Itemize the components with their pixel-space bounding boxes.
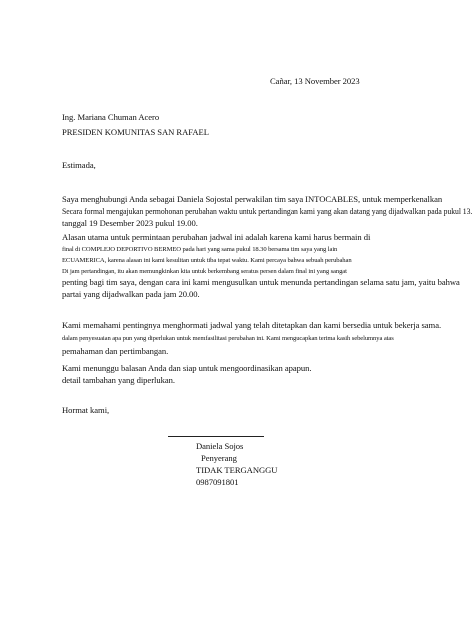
signature-line (168, 436, 264, 437)
paragraph-line: partai yang dijadwalkan pada jam 20.00. (62, 289, 200, 299)
paragraph-line: tanggal 19 Desember 2023 pukul 19.00. (62, 218, 198, 228)
closing: Hormat kami, (62, 405, 110, 415)
signature-role: Penyerang (201, 453, 237, 463)
paragraph-line: Kami memahami pentingnya menghormati jadwal yang telah ditetapkan dan kami bersedia untuk bekerja sama. (62, 320, 442, 330)
signature-team: TIDAK TERGANGGU (196, 465, 278, 475)
recipient-name: Ing. Mariana Chuman Acero (62, 112, 160, 122)
recipient-title: PRESIDEN KOMUNITAS SAN RAFAEL (62, 127, 209, 137)
signature-phone: 0987091801 (196, 477, 239, 487)
paragraph-line: pemahaman dan pertimbangan. (62, 346, 169, 356)
paragraph-line: dalam penyesuaian apa pun yang diperlukan untuk memfasilitasi perubahan ini. Kami mengucapkan terima kasih sebelumnya atas (62, 335, 394, 342)
place-date: Cañar, 13 November 2023 (270, 76, 360, 86)
salutation: Estimada, (62, 160, 96, 170)
paragraph-line: Di jam pertandingan, itu akan memungkinkan kita untuk berkembang seratus persen dalam final ini yang sangat (62, 268, 347, 275)
paragraph-line: final di COMPLEJO DEPORTIVO BERMEO pada hari yang sama pukul 18.30 bersama tim saya yang lain (62, 246, 338, 253)
paragraph-line: Alasan utama untuk permintaan perubahan jadwal ini adalah karena kami harus bermain di (62, 232, 371, 242)
paragraph-line: penting bagi tim saya, dengan cara ini kami mengusulkan untuk menunda pertandingan selama satu jam, yaitu bahwa (62, 277, 460, 287)
paragraph-line: Secara formal mengajukan permohonan perubahan waktu untuk pertandingan kami yang akan datang yang dijadwalkan pada pukul 13. (62, 206, 473, 216)
signature-name: Daniela Sojos (196, 441, 244, 451)
paragraph-line: detail tambahan yang diperlukan. (62, 375, 175, 385)
paragraph-line: Kami menunggu balasan Anda dan siap untuk mengoordinasikan apapun. (62, 363, 312, 373)
paragraph-line: ECUAMERICA, karena alasan ini kami kesulitan untuk tiba tepat waktu. Kami percaya bahwa sebuah perubahan (62, 257, 352, 264)
paragraph-line: Saya menghubungi Anda sebagai Daniela Sojostal perwakilan tim saya INTOCABLES, untuk memperkenalkan (62, 194, 443, 204)
